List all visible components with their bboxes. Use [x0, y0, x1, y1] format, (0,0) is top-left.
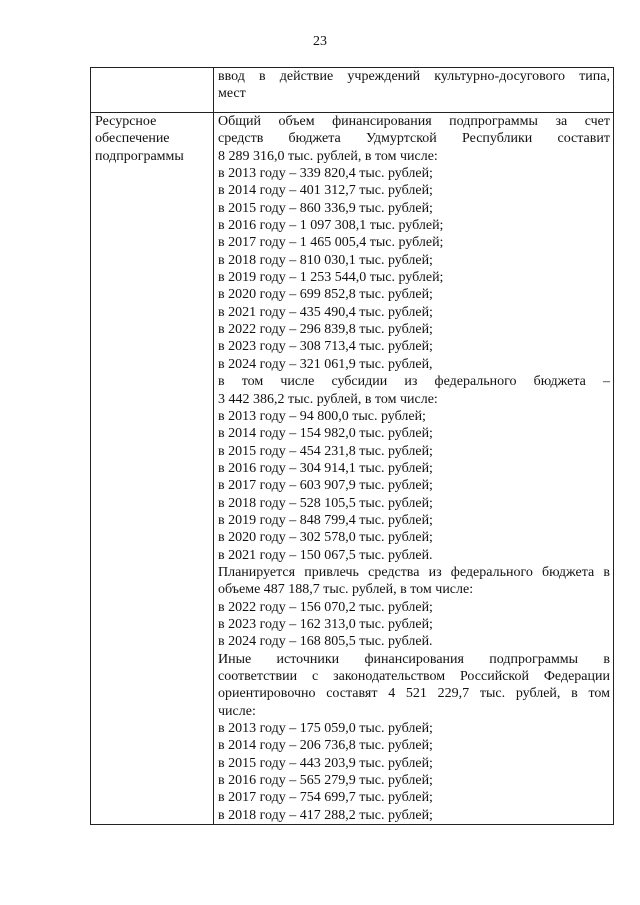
funding-line: в 2015 году – 443 203,9 тыс. рублей;: [218, 755, 433, 771]
funding-line: в 2015 году – 454 231,8 тыс. рублей;: [218, 443, 433, 459]
funding-line: 8 289 316,0 тыс. рублей, в том числе:: [218, 148, 438, 164]
funding-line: в 2022 году – 156 070,2 тыс. рублей;: [218, 599, 433, 615]
funding-line: средств бюджета Удмуртской Республики составит: [218, 131, 610, 147]
funding-line: в 2018 году – 528 105,5 тыс. рублей;: [218, 495, 433, 511]
row-content-cell: [214, 68, 614, 113]
funding-line: в 2023 году – 162 313,0 тыс. рублей;: [218, 616, 433, 632]
funding-line: в 2021 году – 150 067,5 тыс. рублей.: [218, 547, 433, 563]
table-row: [91, 113, 614, 825]
funding-line: в 2013 году – 94 800,0 тыс. рублей;: [218, 408, 426, 424]
funding-line: в 2024 году – 168 805,5 тыс. рублей.: [218, 634, 433, 650]
row-label-line: обеспечение: [95, 131, 170, 147]
text-line: мест: [218, 86, 246, 102]
funding-line: в 2022 году – 296 839,8 тыс. рублей;: [218, 322, 433, 338]
funding-line: Иные источники финансирования подпрограммы в: [218, 651, 610, 667]
funding-line: Планируется привлечь средства из федерального бюджета в: [218, 564, 610, 580]
funding-line: в 2020 году – 699 852,8 тыс. рублей;: [218, 287, 433, 303]
funding-line: в том числе субсидии из федерального бюджета –: [218, 374, 610, 390]
funding-line: ориентировочно составят 4 521 229,7 тыс. рублей, в том: [218, 686, 610, 702]
funding-line: в 2018 году – 417 288,2 тыс. рублей;: [218, 807, 433, 823]
program-passport-table: [90, 67, 614, 825]
funding-line: Общий объем финансирования подпрограммы за счет: [218, 114, 610, 129]
funding-line: в 2015 году – 860 336,9 тыс. рублей;: [218, 200, 433, 216]
row-label-cell-empty: [91, 68, 214, 113]
funding-line: в 2023 году – 308 713,4 тыс. рублей;: [218, 339, 433, 355]
funding-line: соответствии с законодательством Российской Федерации: [218, 669, 610, 684]
funding-line: в 2017 году – 754 699,7 тыс. рублей;: [218, 790, 433, 806]
funding-line: числе:: [218, 703, 256, 719]
funding-line: 3 442 386,2 тыс. рублей, в том числе:: [218, 391, 438, 407]
funding-line: в 2018 году – 810 030,1 тыс. рублей;: [218, 252, 433, 268]
funding-line: в 2019 году – 848 799,4 тыс. рублей;: [218, 512, 433, 528]
funding-line: в 2014 году – 206 736,8 тыс. рублей;: [218, 738, 433, 754]
funding-line: в 2014 году – 154 982,0 тыс. рублей;: [218, 426, 433, 442]
funding-line: в 2019 году – 1 253 544,0 тыс. рублей;: [218, 270, 444, 286]
funding-line: в 2017 году – 1 465 005,4 тыс. рублей;: [218, 235, 444, 251]
funding-line: в 2016 году – 565 279,9 тыс. рублей;: [218, 773, 433, 789]
funding-line: в 2021 году – 435 490,4 тыс. рублей;: [218, 304, 433, 320]
row-label-line: подпрограммы: [95, 148, 184, 164]
row-label-line: Ресурсное: [95, 114, 157, 129]
funding-line: в 2016 году – 304 914,1 тыс. рублей;: [218, 460, 433, 476]
funding-line: в 2013 году – 339 820,4 тыс. рублей;: [218, 166, 433, 182]
funding-line: объеме 487 188,7 тыс. рублей, в том числе:: [218, 582, 474, 598]
page-number: 23: [313, 34, 327, 49]
funding-line: в 2013 году – 175 059,0 тыс. рублей;: [218, 721, 433, 737]
funding-line: в 2014 году – 401 312,7 тыс. рублей;: [218, 183, 433, 199]
row-label-cell: [91, 113, 214, 825]
funding-details-cell: [214, 113, 614, 825]
funding-line: в 2016 году – 1 097 308,1 тыс. рублей;: [218, 218, 444, 234]
funding-line: в 2017 году – 603 907,9 тыс. рублей;: [218, 478, 433, 494]
text-line: ввод в действие учреждений культурно-досугового типа,: [218, 69, 610, 84]
table-row: [91, 68, 614, 113]
funding-line: в 2020 году – 302 578,0 тыс. рублей;: [218, 530, 433, 546]
funding-line: в 2024 году – 321 061,9 тыс. рублей,: [218, 356, 433, 372]
